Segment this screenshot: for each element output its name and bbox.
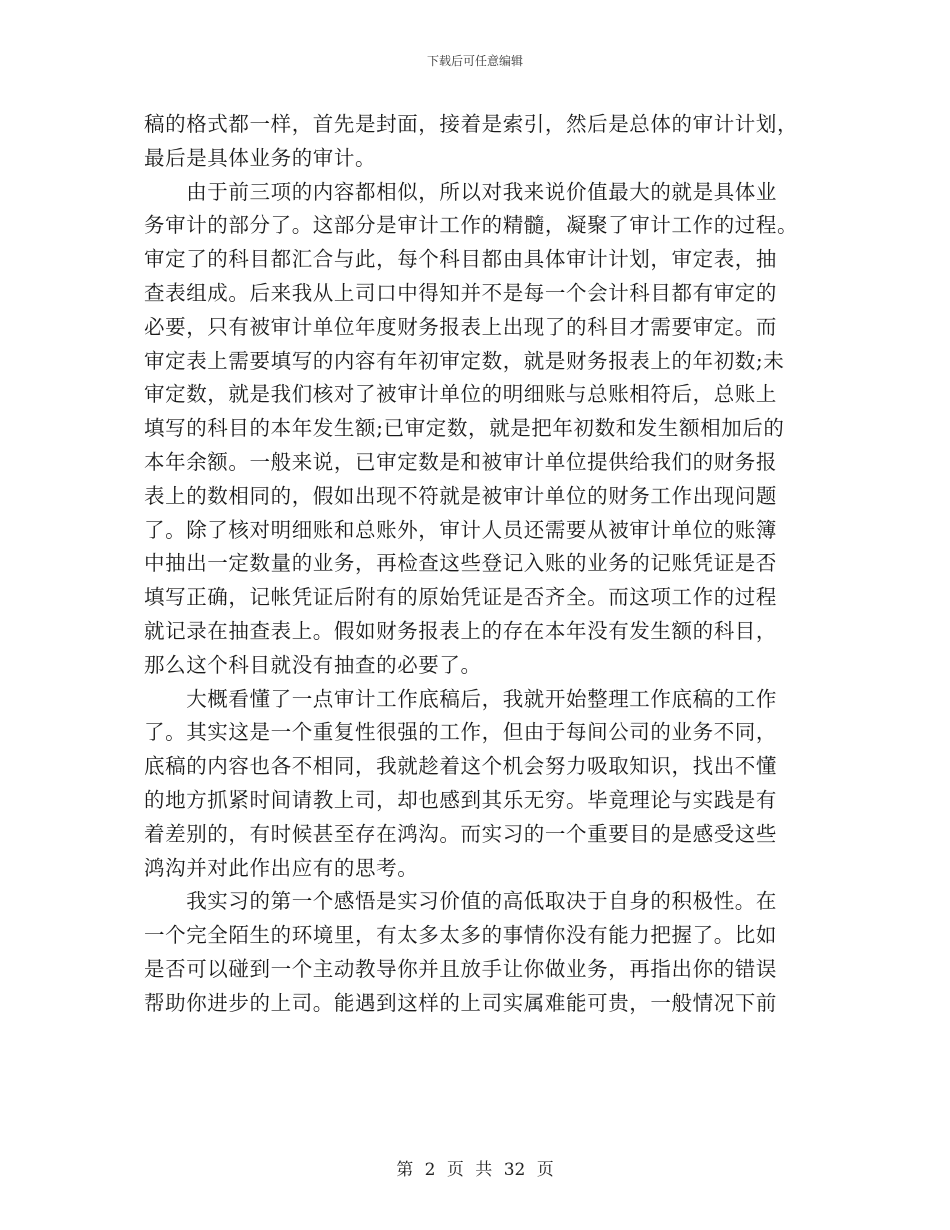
- page-header-note: 下载后可任意编辑: [426, 54, 523, 68]
- text-line: 着差别的，有时候甚至存在鸿沟。而实习的一个重要目的是感受这些: [144, 821, 777, 846]
- text-line: 填写正确，记帐凭证后附有的原始凭证是否齐全。而这项工作的过程: [144, 585, 777, 610]
- page-number-footer: 第 2 页 共 32 页: [396, 1160, 554, 1180]
- text-line: 那么这个科目就没有抽查的必要了。: [144, 652, 482, 677]
- text-line: 鸿沟并对此作出应有的思考。: [144, 855, 419, 880]
- text-line: 查表组成。后来我从上司口中得知并不是每一个会计科目都有审定的: [144, 280, 777, 305]
- text-line: 审定了的科目都汇合与此，每个科目都由具体审计计划，审定表，抽: [144, 247, 777, 272]
- text-line: 必要，只有被审计单位年度财务报表上出现了的科目才需要审定。而: [144, 314, 777, 339]
- text-line: 就记录在抽查表上。假如财务报表上的存在本年没有发生额的科目，: [144, 618, 777, 643]
- text-line: 了。其实这是一个重复性很强的工作，但由于每间公司的业务不同，: [144, 720, 777, 745]
- text-line: 的地方抓紧时间请教上司，却也感到其乐无穷。毕竟理论与实践是有: [144, 787, 777, 812]
- text-line: 大概看懂了一点审计工作底稿后，我就开始整理工作底稿的工作: [144, 686, 777, 711]
- text-line: 了。除了核对明细账和总账外，审计人员还需要从被审计单位的账簿: [144, 517, 777, 542]
- text-line: 本年余额。一般来说，已审定数是和被审计单位提供给我们的财务报: [144, 449, 777, 474]
- document-body: [144, 108, 806, 1021]
- text-line: 表上的数相同的，假如出现不符就是被审计单位的财务工作出现问题: [144, 483, 777, 508]
- text-line: 是否可以碰到一个主动教导你并且放手让你做业务，再指出你的错误: [144, 956, 777, 981]
- text-line: 填写的科目的本年发生额;已审定数，就是把年初数和发生额相加后的: [144, 416, 785, 441]
- text-line: 审定表上需要填写的内容有年初审定数，就是财务报表上的年初数;未: [144, 348, 785, 373]
- text-line: 由于前三项的内容都相似，所以对我来说价值最大的就是具体业: [144, 179, 777, 204]
- text-line: 中抽出一定数量的业务，再检查这些登记入账的业务的记账凭证是否: [144, 551, 777, 576]
- text-line: 一个完全陌生的环境里，有太多太多的事情你没有能力把握了。比如: [144, 923, 777, 948]
- text-line: 稿的格式都一样，首先是封面，接着是索引，然后是总体的审计计划，: [144, 112, 799, 136]
- text-line: 底稿的内容也各不相同，我就趁着这个机会努力吸取知识，找出不懂: [144, 754, 777, 779]
- text-line: 务审计的部分了。这部分是审计工作的精髓，凝聚了审计工作的过程。: [144, 213, 799, 238]
- text-line: 帮助你进步的上司。能遇到这样的上司实属难能可贵，一般情况下前: [144, 990, 777, 1015]
- text-line: 我实习的第一个感悟是实习价值的高低取决于自身的积极性。在: [144, 889, 777, 914]
- text-line: 最后是具体业务的审计。: [144, 145, 377, 170]
- text-line: 审定数，就是我们核对了被审计单位的明细账与总账相符后，总账上: [144, 382, 777, 407]
